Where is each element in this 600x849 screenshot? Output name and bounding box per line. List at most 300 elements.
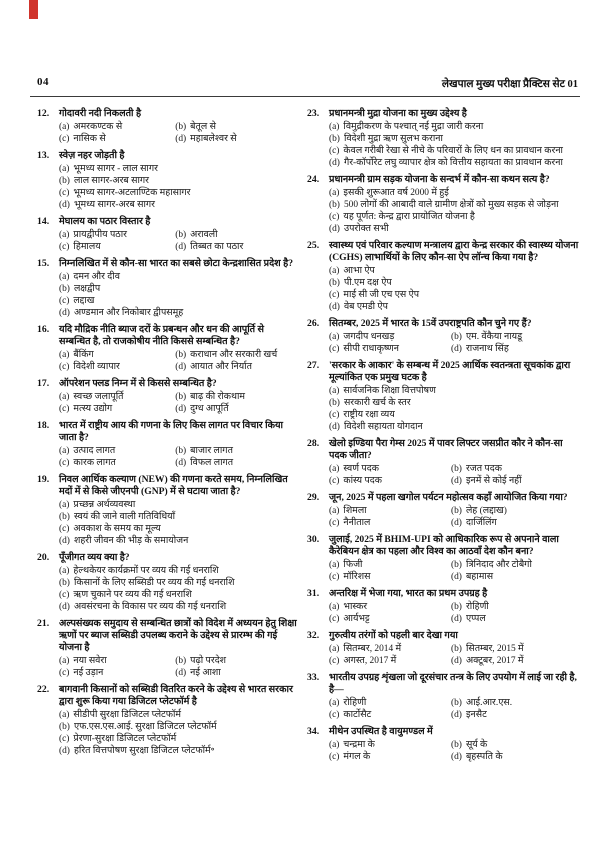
question-number: 12.	[37, 108, 50, 119]
question	[307, 240, 579, 313]
option	[329, 289, 579, 301]
option	[175, 445, 299, 457]
option-label: (a)	[59, 500, 70, 510]
option	[175, 667, 299, 679]
option	[329, 211, 579, 223]
question-text: निवल आर्थिक कल्याण (NEW) की गणना करते समय, निम्नलिखित मदों में से किसे जीएनपी (GNP) में से घटाया जाता है?	[59, 474, 288, 497]
options-list	[329, 385, 579, 433]
options-list	[59, 163, 297, 211]
option-label: (b)	[175, 656, 187, 666]
option-text: दुग्ध आपूर्ति	[190, 404, 229, 414]
option-text: तिब्बत का पठार	[190, 242, 244, 252]
question	[37, 108, 297, 145]
option-label: (d)	[59, 308, 70, 318]
option	[59, 283, 297, 295]
option	[59, 745, 297, 757]
option-text: अरावली	[190, 230, 218, 240]
option	[329, 655, 449, 667]
question-text: मेघालय का पठार विस्तार है	[59, 216, 151, 227]
option-label: (a)	[329, 386, 340, 396]
question-body	[59, 684, 297, 757]
option-label: (a)	[329, 506, 340, 516]
option	[175, 457, 299, 469]
option-text: सीपी राधाकृष्णन	[343, 344, 399, 354]
option-text: एप्पल	[465, 614, 486, 624]
option-text: कांस्य पदक	[343, 476, 382, 486]
question	[37, 420, 297, 469]
question-body	[59, 258, 297, 319]
option-label: (b)	[451, 332, 462, 342]
question-body	[329, 108, 579, 169]
option-label: (a)	[59, 566, 70, 576]
option-label: (d)	[451, 344, 462, 354]
question-body	[59, 378, 297, 415]
question-number: 15.	[37, 258, 50, 269]
option	[329, 121, 579, 133]
option-label: (d)	[451, 752, 462, 762]
option-text: भूमध्य सागर-अटलाण्टिक महासागर	[73, 188, 191, 198]
option	[59, 511, 297, 523]
option	[329, 223, 579, 235]
question	[37, 150, 297, 211]
option-label: (a)	[59, 446, 70, 456]
option	[451, 517, 581, 529]
options-grid	[59, 121, 297, 145]
option-label: (d)	[451, 518, 462, 528]
option-text: एफ.एस.एस.आई. सुरक्षा डिजिटल प्लेटफॉर्म	[73, 722, 217, 732]
question	[37, 684, 297, 757]
question-text: स्वेज़ नहर जोड़ती है	[59, 150, 125, 161]
option-label: (b)	[329, 134, 340, 144]
option-text: बेतूल से	[190, 122, 216, 132]
options-list	[329, 265, 579, 313]
question-body	[329, 174, 579, 235]
option-text: सितम्बर, 2015 में	[465, 644, 524, 654]
question-body	[59, 108, 297, 145]
options-grid	[59, 391, 297, 415]
option	[329, 475, 449, 487]
question-number: 25.	[307, 240, 320, 251]
question	[307, 534, 579, 583]
question-body	[329, 588, 579, 625]
option-text: बृहस्पति के	[465, 752, 503, 762]
option-text: चन्द्रमा के	[343, 740, 375, 750]
question	[307, 630, 579, 667]
option-text: मत्स्य उद्योग	[73, 404, 113, 414]
option-text: आभा ऐप	[343, 266, 375, 276]
question-body	[329, 726, 579, 763]
option-text: आई.आर.एस.	[465, 698, 513, 708]
question-text: खेलो इण्डिया पैरा गेम्स 2025 में पावर लिफ्टर जसप्रीत कौर ने कौन-सा पदक जीता?	[329, 438, 563, 461]
question-number: 27.	[307, 360, 320, 371]
question-text: जून, 2025 में पहला खगोल पर्यटन महोत्सव कहाँ आयोजित किया गया?	[329, 492, 568, 503]
option-text: ऋण चुकाने पर व्यय की गई धनराशि	[73, 590, 192, 600]
option-label: (c)	[59, 134, 70, 144]
question-text: निम्नलिखित में से कौन-सा भारत का सबसे छोटा केन्द्रशासित प्रदेश है?	[59, 258, 294, 269]
option-text: इनमें से कोई नहीं	[465, 476, 522, 486]
option	[451, 571, 581, 583]
option-label: (d)	[451, 572, 462, 582]
option-label: (c)	[329, 290, 340, 300]
option-label: (d)	[451, 476, 462, 486]
option-label: (d)	[175, 404, 187, 414]
option	[175, 241, 299, 253]
option-text: मॉरिशस	[343, 572, 371, 582]
option	[329, 343, 449, 355]
option-text: पी.एम दक्ष ऐप	[343, 278, 392, 288]
option	[329, 133, 579, 145]
option-label: (a)	[59, 164, 70, 174]
question-number: 23.	[307, 108, 320, 119]
option-text: विफल लागत	[190, 458, 234, 468]
option	[329, 187, 579, 199]
options-grid	[329, 331, 579, 355]
option-text: हिमालय	[73, 242, 101, 252]
option-label: (d)	[175, 458, 187, 468]
option-text: प्रेरणा-सुरक्षा डिजिटल प्लेटफॉर्म	[73, 734, 177, 744]
option	[451, 613, 581, 625]
option-text: भास्कर	[343, 602, 368, 612]
option	[175, 229, 299, 241]
option	[329, 559, 449, 571]
question	[37, 216, 297, 253]
option	[329, 751, 449, 763]
option-label: (c)	[59, 458, 70, 468]
option-label: (c)	[329, 146, 340, 156]
question	[37, 378, 297, 415]
option	[59, 163, 297, 175]
option-text: सितम्बर, 2014 में	[343, 644, 402, 654]
question-text: जुलाई, 2025 में BHIM-UPI को आधिकारिक रूप से अपनाने वाला कैरेबियन क्षेत्र का पहला और विश्व का आठवाँ देश कौन बना?	[329, 534, 559, 557]
question-number: 19.	[37, 474, 50, 485]
options-list	[329, 121, 579, 169]
option	[451, 343, 581, 355]
option	[329, 697, 449, 709]
option	[59, 577, 297, 589]
option	[59, 121, 173, 133]
option	[329, 409, 579, 421]
question-body	[59, 216, 297, 253]
option	[451, 463, 581, 475]
option-text: अवसंरचना के विकास पर व्यय की गई धनराशि	[73, 602, 227, 612]
question-text: प्रधानमन्त्री ग्राम सड़क योजना के सन्दर्भ में कौन-सा कथन सत्य है?	[329, 174, 550, 185]
option	[59, 523, 297, 535]
option-text: विदेशी सहायता योगदान	[343, 422, 423, 432]
option-label: (b)	[175, 350, 187, 360]
option	[329, 385, 579, 397]
option-text: रजत पदक	[465, 464, 502, 474]
options-list	[59, 709, 297, 757]
option-text: एम. वेंकैया नायडू	[465, 332, 523, 342]
option	[451, 331, 581, 343]
question-text: प्रधानमन्त्री मुद्रा योजना का मुख्य उद्देश्य है	[329, 108, 467, 119]
option-label: (a)	[59, 122, 70, 132]
header-rule	[30, 96, 580, 97]
option	[329, 145, 579, 157]
option-text: लक्षद्वीप	[73, 284, 101, 294]
question	[307, 438, 579, 487]
option-label: (c)	[59, 404, 70, 414]
option-label: (c)	[59, 362, 70, 372]
option-text: जगदीप धनखड़	[343, 332, 395, 342]
option-label: (c)	[329, 656, 340, 666]
option-text: महाबलेश्वर से	[190, 134, 237, 144]
option-text: किसानों के लिए सब्सिडी पर व्यय की गई धनराशि	[73, 578, 235, 588]
option	[451, 709, 581, 721]
option	[451, 601, 581, 613]
option	[59, 589, 297, 601]
questions-column-left	[37, 108, 297, 762]
question-text: यदि मौद्रिक नीति ब्याज दरों के प्रबन्धन और धन की आपूर्ति से सम्बन्धित है, तो राजकोषीय नीति किससे सम्बन्धित है?	[59, 324, 265, 347]
question-body	[329, 672, 579, 721]
option-label: (b)	[175, 122, 187, 132]
option-text: त्रिनिदाद और टोबैगो	[465, 560, 532, 570]
option-text: दार्जिलिंग	[465, 518, 497, 528]
option-text: लेह (लद्दाख)	[465, 506, 507, 516]
option-label: (a)	[59, 230, 70, 240]
option-text: उपरोक्त सभी	[343, 224, 389, 234]
option-text: आर्यभट्ट	[343, 614, 370, 624]
question	[307, 174, 579, 235]
option	[175, 349, 299, 361]
option-label: (d)	[59, 746, 70, 756]
option-text: इनसैट	[465, 710, 487, 720]
option	[329, 397, 579, 409]
option-label: (c)	[329, 518, 340, 528]
option	[59, 667, 173, 679]
option	[451, 739, 581, 751]
option	[329, 199, 579, 211]
question-number: 29.	[307, 492, 320, 503]
question	[37, 474, 297, 547]
question-text: ऑपरेशन फ्लड निम्न में से किससे सम्बन्धित है?	[59, 378, 217, 389]
option	[175, 133, 299, 145]
option-text: यह पूर्णत: केन्द्र द्वारा प्रायोजित योजना है	[343, 212, 475, 222]
option	[329, 643, 449, 655]
option-text: नया सवेरा	[73, 656, 107, 666]
question-number: 24.	[307, 174, 320, 185]
option-label: (c)	[59, 188, 70, 198]
option-text: माई सी जी एच एस ऐप	[343, 290, 420, 300]
option-text: पढ़ो परदेश	[190, 656, 227, 666]
option-text: स्वयं की जाने वाली गतिविधियाँ	[73, 512, 176, 522]
option-text: बाढ़ की रोकथाम	[190, 392, 246, 402]
option-label: (a)	[329, 188, 340, 198]
option	[175, 403, 299, 415]
option-label: (b)	[59, 284, 70, 294]
question-number: 28.	[307, 438, 320, 449]
option	[59, 187, 297, 199]
option-label: (a)	[59, 350, 70, 360]
page-number: 04	[37, 76, 49, 88]
option-label: (c)	[59, 242, 70, 252]
option-label: (c)	[59, 590, 70, 600]
option-label: (d)	[329, 422, 340, 432]
option-text: नैनीताल	[343, 518, 371, 528]
option-text: विदेशी व्यापार	[73, 362, 120, 372]
option-text: प्रायद्वीपीय पठार	[73, 230, 127, 240]
option	[59, 709, 297, 721]
option-text: लद्दाख	[73, 296, 95, 306]
option	[329, 277, 579, 289]
option	[451, 475, 581, 487]
option	[175, 121, 299, 133]
option-text: आयात और निर्यात	[190, 362, 252, 372]
option-text: अक्टूबर, 2017 में	[465, 656, 524, 666]
options-grid	[329, 559, 579, 583]
option-label: (a)	[329, 560, 340, 570]
question-number: 14.	[37, 216, 50, 227]
option-text: स्वर्ण पदक	[343, 464, 379, 474]
option-label: (d)	[175, 362, 187, 372]
option-label: (a)	[329, 464, 340, 474]
option	[329, 505, 449, 517]
question-text: मीथेन उपस्थित है वायुमण्डल में	[329, 726, 433, 737]
option	[59, 721, 297, 733]
question-body	[329, 318, 579, 355]
option-label: (b)	[451, 602, 462, 612]
option-label: (a)	[59, 656, 70, 666]
option-text: शिमला	[343, 506, 367, 516]
option-label: (c)	[59, 734, 70, 744]
question-number: 18.	[37, 420, 50, 431]
question-body	[329, 630, 579, 667]
options-grid	[329, 463, 579, 487]
option-label: (c)	[329, 476, 340, 486]
option-text: मंगल के	[343, 752, 371, 762]
question-body	[59, 618, 297, 679]
question	[37, 552, 297, 613]
option	[329, 739, 449, 751]
question-text: अन्तरिक्ष में भेजा गया, भारत का प्रथम उपग्रह है	[329, 588, 488, 599]
question-body	[59, 474, 297, 547]
option	[329, 301, 579, 313]
question-number: 20.	[37, 552, 50, 563]
option-text: रोहिणी	[465, 602, 489, 612]
page-header-title: लेखपाल मुख्य परीक्षा प्रैक्टिस सेट 01	[441, 79, 578, 90]
option-text: भूमध्य सागर-अरब सागर	[73, 200, 156, 210]
option-text: केवल गरीबी रेखा से नीचे के परिवारों के लिए धन का प्रावधान करना	[343, 146, 563, 156]
question-body	[329, 240, 579, 313]
option-label: (c)	[329, 614, 340, 624]
option-label: (c)	[329, 410, 340, 420]
question-text: गुरुत्वीय तरंगों को पहली बार देखा गया	[329, 630, 458, 641]
question-body	[329, 534, 579, 583]
option-label: (b)	[451, 464, 462, 474]
option	[329, 613, 449, 625]
option	[329, 421, 579, 433]
option-label: (a)	[329, 698, 340, 708]
option-label: (c)	[329, 710, 340, 720]
option-label: (d)	[329, 158, 340, 168]
question-text: भारतीय उपग्रह शृंखला जो दूरसंचार तन्त्र के लिए उपयोग में लाई जा रही है, है—	[329, 672, 577, 695]
option	[451, 505, 581, 517]
question-body	[329, 492, 579, 529]
option-label: (d)	[59, 602, 70, 612]
option-label: (a)	[329, 602, 340, 612]
option-text: कार्टोसैट	[343, 710, 372, 720]
option-text: शहरी जीवन की भीड़ के समायोजन	[73, 536, 189, 546]
question-body	[59, 420, 297, 469]
question-text: गोदावरी नदी निकलती है	[59, 108, 142, 119]
option-text: बैंकिंग	[73, 350, 94, 360]
option-text: राजनाथ सिंह	[465, 344, 509, 354]
option-text: नासिक से	[73, 134, 106, 144]
question-text: 'सरकार के आकार' के सम्बन्ध में 2025 आर्थिक स्वतन्त्रता सूचकांक द्वारा मूल्यांकित एक प्रमुख घटक है	[329, 360, 571, 383]
option-label: (d)	[175, 134, 187, 144]
option-label: (c)	[59, 524, 70, 534]
question	[307, 318, 579, 355]
option-label: (b)	[451, 560, 462, 570]
options-grid	[329, 505, 579, 529]
option-text: अगस्त, 2017 में	[343, 656, 397, 666]
option-text: अमरकण्टक से	[73, 122, 123, 132]
question-text: भारत में राष्ट्रीय आय की गणना के लिए किस लागत पर विचार किया जाता है?	[59, 420, 284, 443]
option-label: (b)	[59, 176, 70, 186]
option-label: (d)	[59, 200, 70, 210]
option	[59, 307, 297, 319]
option	[59, 295, 297, 307]
question-number: 30.	[307, 534, 320, 545]
option-label: (d)	[329, 302, 340, 312]
option-text: बहामास	[465, 572, 494, 582]
question-body	[59, 150, 297, 211]
option	[329, 463, 449, 475]
option	[59, 601, 297, 613]
question	[307, 108, 579, 169]
option-text: विदेशी मुद्रा ऋण सुलभ कराना	[343, 134, 443, 144]
option	[59, 655, 173, 667]
option	[175, 361, 299, 373]
question-number: 34.	[307, 726, 320, 737]
option	[329, 157, 579, 169]
question-text: सितम्बर, 2025 में भारत के 15वें उपराष्ट्रपति कौन चुने गए हैं?	[329, 318, 532, 329]
options-grid	[329, 601, 579, 625]
option-label: (b)	[451, 506, 462, 516]
option	[59, 499, 297, 511]
options-grid	[59, 655, 297, 679]
option-text: गैर-कॉर्पोरेट लघु व्यापार क्षेत्र को वित्तीय सहायता का प्रावधान करना	[343, 158, 563, 168]
option-label: (a)	[59, 272, 70, 282]
option-text: सरकारी खर्च के स्तर	[343, 398, 411, 408]
option-label: (b)	[175, 230, 187, 240]
question-number: 33.	[307, 672, 320, 683]
option	[59, 361, 173, 373]
option-label: (d)	[451, 656, 462, 666]
option-text: विमुद्रीकरण के पश्चात् नई मुद्रा जारी करना	[343, 122, 484, 132]
question-number: 31.	[307, 588, 320, 599]
option-label: (b)	[451, 740, 462, 750]
question-number: 22.	[37, 684, 50, 695]
option-label: (b)	[329, 278, 340, 288]
option-text: सार्वजनिक शिक्षा वित्तपोषण	[343, 386, 436, 396]
question	[307, 672, 579, 721]
option-text: सीडीपी सुरक्षा डिजिटल प्लेटफॉर्म	[73, 710, 182, 720]
option-label: (b)	[451, 644, 462, 654]
option-label: (d)	[451, 614, 462, 624]
options-list	[59, 271, 297, 319]
question	[37, 258, 297, 319]
option-label: (d)	[451, 710, 462, 720]
option	[59, 241, 173, 253]
option-text: बाजार लागत	[190, 446, 233, 456]
option-text: अण्डमान और निकोबार द्वीपसमूह	[73, 308, 184, 318]
options-grid	[59, 349, 297, 373]
option-label: (a)	[329, 266, 340, 276]
red-bookmark-ribbon	[29, 0, 38, 19]
option	[329, 265, 579, 277]
option	[59, 403, 173, 415]
